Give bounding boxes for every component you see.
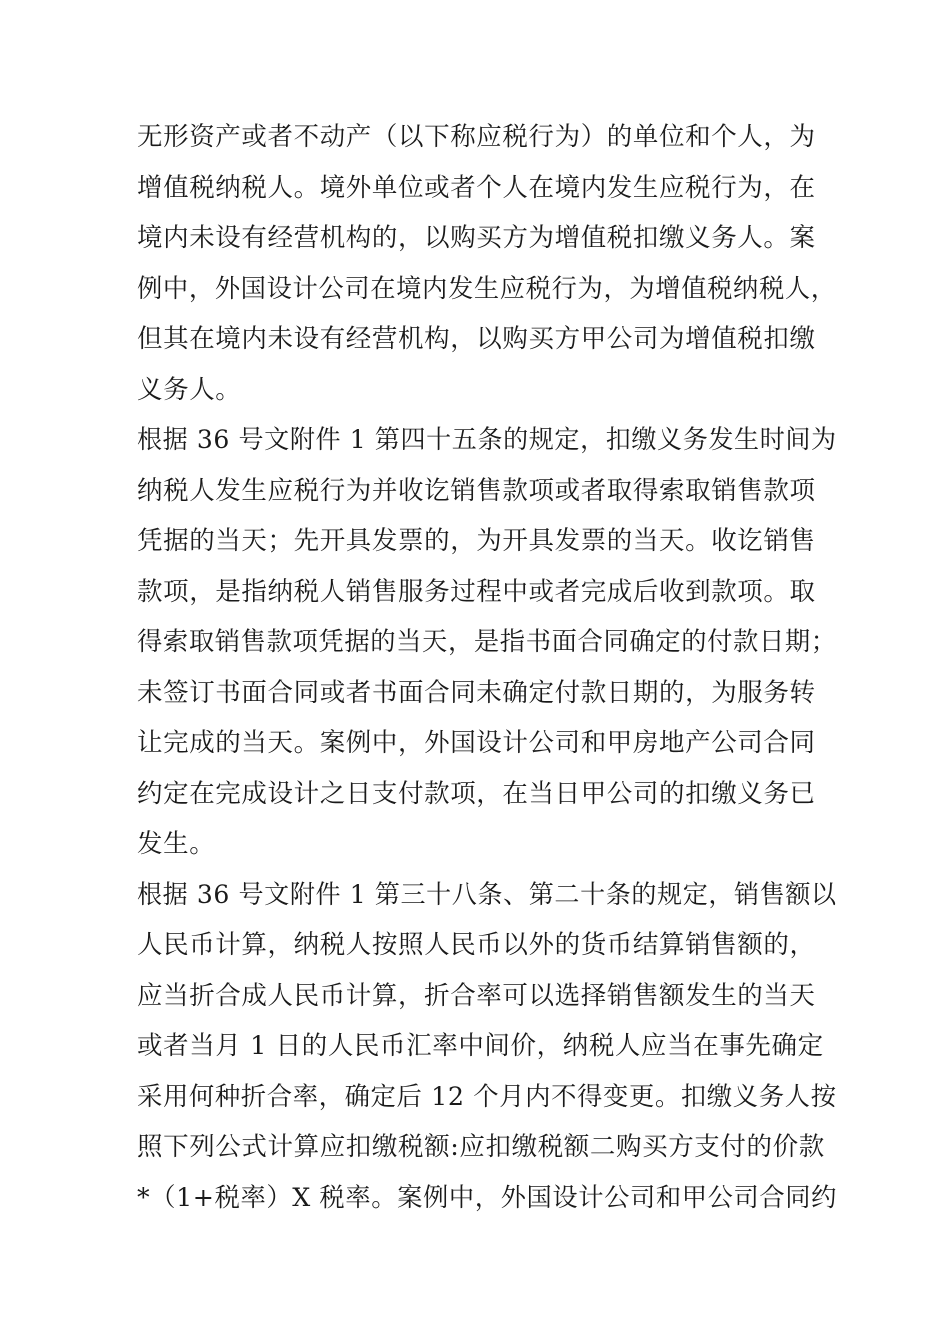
text-line: 纳税人发生应税行为并收讫销售款项或者取得索取销售款项 <box>137 475 816 506</box>
text-line: 得索取销售款项凭据的当天，是指书面合同确定的付款日期； <box>137 627 837 657</box>
text-line: 增值税纳税人。境外单位或者个人在境内发生应税行为，在 <box>137 172 816 203</box>
text-line: 约定在完成设计之日支付款项，在当日甲公司的扣缴义务已 <box>137 778 816 809</box>
document-body <box>137 112 838 1223</box>
text-line: 人民币计算，纳税人按照人民币以外的货币结算销售额的， <box>137 930 816 960</box>
text-line: 未签订书面合同或者书面合同未确定付款日期的，为服务转 <box>137 677 816 708</box>
text-line: 采用何种折合率，确定后 12 个月内不得变更。扣缴义务人按 <box>137 1081 837 1112</box>
text-line: 凭据的当天；先开具发票的，为开具发票的当天。收讫销售 <box>137 526 816 556</box>
text-line: 根据 36 号文附件 1 第四十五条的规定，扣缴义务发生时间为 <box>137 425 837 455</box>
text-line: 无形资产或者不动产（以下称应税行为）的单位和个人，为 <box>137 122 816 152</box>
text-line: 根据 36 号文附件 1 第三十八条、第二十条的规定，销售额以 <box>137 879 837 910</box>
text-line: 例中，外国设计公司在境内发生应税行为，为增值税纳税人， <box>137 273 837 304</box>
text-line: 境内未设有经营机构的，以购买方为增值税扣缴义务人。案 <box>137 223 816 253</box>
text-line: 让完成的当天。案例中，外国设计公司和甲房地产公司合同 <box>137 728 816 758</box>
text-line: 但其在境内未设有经营机构，以购买方甲公司为增值税扣缴 <box>137 324 816 354</box>
text-line: 应当折合成人民币计算，折合率可以选择销售额发生的当天 <box>137 980 816 1011</box>
text-line: *（1+税率）X 税率。案例中，外国设计公司和甲公司合同约 <box>137 1182 838 1213</box>
text-line: 或者当月 1 日的人民币汇率中间价，纳税人应当在事先确定 <box>137 1031 824 1061</box>
text-line: 义务人。 <box>137 374 242 405</box>
text-line: 照下列公式计算应扣缴税额:应扣缴税额二购买方支付的价款 <box>137 1132 825 1162</box>
text-line: 发生。 <box>137 829 216 859</box>
text-line: 款项，是指纳税人销售服务过程中或者完成后收到款项。取 <box>137 576 816 607</box>
